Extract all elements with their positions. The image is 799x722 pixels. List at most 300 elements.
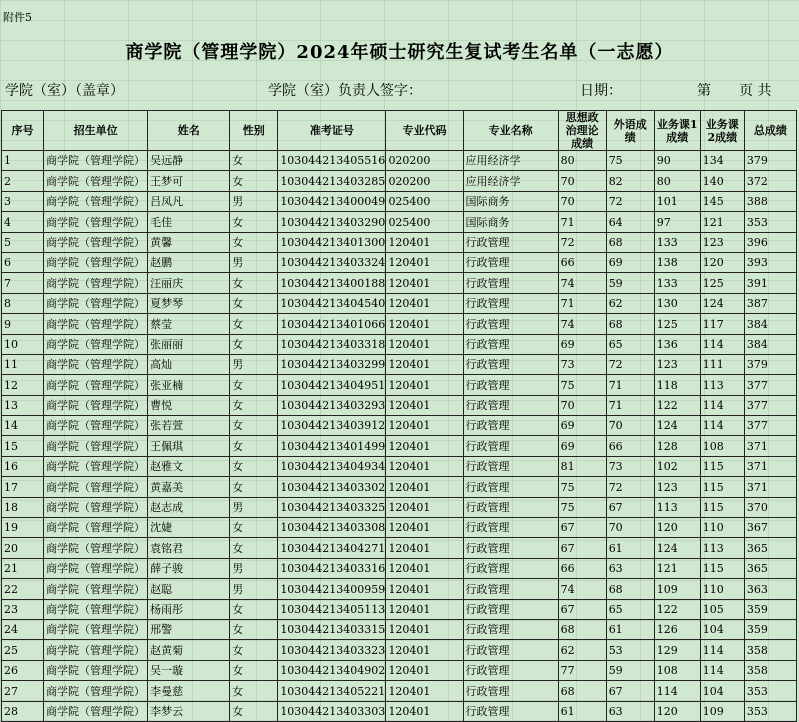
col-index-cell[interactable]: 18 xyxy=(2,497,44,517)
col-unit-cell[interactable]: 商学院（管理学院） xyxy=(44,395,148,415)
col-course2-cell[interactable]: 110 xyxy=(700,579,744,599)
col-unit-cell[interactable]: 商学院（管理学院） xyxy=(44,660,148,680)
col-total-cell[interactable]: 396 xyxy=(744,232,796,252)
col-course1-cell[interactable]: 118 xyxy=(654,375,700,395)
col-name-cell[interactable]: 杨雨彤 xyxy=(148,599,230,619)
col-major-name-cell[interactable]: 行政管理 xyxy=(463,436,558,456)
col-major-code-cell[interactable]: 120401 xyxy=(386,354,463,374)
col-course2-cell[interactable]: 109 xyxy=(700,701,744,721)
col-exam-id-cell[interactable]: 103044213404934 xyxy=(278,456,386,476)
col-major-code-cell[interactable]: 120401 xyxy=(386,660,463,680)
col-major-code-cell[interactable]: 120401 xyxy=(386,518,463,538)
col-politics-cell[interactable]: 71 xyxy=(558,212,606,232)
col-exam-id-cell[interactable]: 103044213403293 xyxy=(278,395,386,415)
col-major-code-cell[interactable]: 120401 xyxy=(386,436,463,456)
col-gender-cell[interactable]: 女 xyxy=(230,232,278,252)
col-total-cell[interactable]: 371 xyxy=(744,477,796,497)
col-exam-id-cell[interactable]: 103044213400959 xyxy=(278,579,386,599)
col-total-cell[interactable]: 377 xyxy=(744,416,796,436)
col-major-code-cell[interactable]: 120401 xyxy=(386,558,463,578)
col-course1-cell[interactable]: 130 xyxy=(654,293,700,313)
col-major-name-cell[interactable]: 行政管理 xyxy=(463,375,558,395)
col-exam-id-cell[interactable]: 103044213403325 xyxy=(278,497,386,517)
col-course1-cell[interactable]: 125 xyxy=(654,314,700,334)
col-index-cell[interactable]: 26 xyxy=(2,660,44,680)
col-name-cell[interactable]: 汪丽庆 xyxy=(148,273,230,293)
col-course2-cell[interactable]: 114 xyxy=(700,640,744,660)
col-course2-cell[interactable]: 104 xyxy=(700,681,744,701)
col-index-cell[interactable]: 2 xyxy=(2,171,44,191)
col-gender-cell[interactable]: 女 xyxy=(230,416,278,436)
col-unit-cell[interactable]: 商学院（管理学院） xyxy=(44,538,148,558)
col-exam-id-cell[interactable]: 103044213401066 xyxy=(278,314,386,334)
col-politics-cell[interactable]: 67 xyxy=(558,538,606,558)
col-course1-cell[interactable]: 113 xyxy=(654,497,700,517)
col-name-cell[interactable]: 李曼慈 xyxy=(148,681,230,701)
col-name-cell[interactable]: 吴一璇 xyxy=(148,660,230,680)
col-major-code-cell[interactable]: 120401 xyxy=(386,293,463,313)
col-foreign-lang-cell[interactable]: 72 xyxy=(606,191,654,211)
col-major-code-cell[interactable]: 120401 xyxy=(386,334,463,354)
col-major-code-cell[interactable]: 120401 xyxy=(386,477,463,497)
col-politics-cell[interactable]: 75 xyxy=(558,375,606,395)
col-course2-cell[interactable]: 134 xyxy=(700,151,744,171)
col-total-cell[interactable]: 359 xyxy=(744,619,796,639)
col-gender-cell[interactable]: 女 xyxy=(230,314,278,334)
col-name-cell[interactable]: 毛佳 xyxy=(148,212,230,232)
col-exam-id-cell[interactable]: 103044213403302 xyxy=(278,477,386,497)
col-politics-cell[interactable]: 70 xyxy=(558,171,606,191)
col-index-cell[interactable]: 27 xyxy=(2,681,44,701)
col-foreign-lang-cell[interactable]: 61 xyxy=(606,538,654,558)
col-unit-cell[interactable]: 商学院（管理学院） xyxy=(44,518,148,538)
col-course1-cell[interactable]: 120 xyxy=(654,701,700,721)
col-course1-cell[interactable]: 114 xyxy=(654,681,700,701)
col-gender-cell[interactable]: 女 xyxy=(230,681,278,701)
col-exam-id-cell[interactable]: 103044213401300 xyxy=(278,232,386,252)
col-course2-cell[interactable]: 145 xyxy=(700,191,744,211)
col-major-name-cell[interactable]: 行政管理 xyxy=(463,660,558,680)
col-unit-cell[interactable]: 商学院（管理学院） xyxy=(44,701,148,721)
col-name-cell[interactable]: 吴远静 xyxy=(148,151,230,171)
col-index-cell[interactable]: 25 xyxy=(2,640,44,660)
col-course2-cell[interactable]: 110 xyxy=(700,518,744,538)
col-exam-id-cell[interactable]: 103044213404951 xyxy=(278,375,386,395)
col-major-code-cell[interactable]: 120401 xyxy=(386,314,463,334)
col-gender-cell[interactable]: 女 xyxy=(230,518,278,538)
col-gender-cell[interactable]: 女 xyxy=(230,293,278,313)
col-foreign-lang-cell[interactable]: 63 xyxy=(606,701,654,721)
col-course1-cell[interactable]: 128 xyxy=(654,436,700,456)
col-unit-cell[interactable]: 商学院（管理学院） xyxy=(44,191,148,211)
col-major-name-cell[interactable]: 行政管理 xyxy=(463,599,558,619)
col-politics-cell[interactable]: 73 xyxy=(558,354,606,374)
col-major-code-cell[interactable]: 120401 xyxy=(386,599,463,619)
col-gender-cell[interactable]: 男 xyxy=(230,252,278,272)
col-exam-id-cell[interactable]: 103044213403290 xyxy=(278,212,386,232)
col-index-cell[interactable]: 16 xyxy=(2,456,44,476)
col-unit-cell[interactable]: 商学院（管理学院） xyxy=(44,599,148,619)
col-major-name-cell[interactable]: 应用经济学 xyxy=(463,151,558,171)
col-major-name-cell[interactable]: 行政管理 xyxy=(463,314,558,334)
col-index-cell[interactable]: 21 xyxy=(2,558,44,578)
col-index-cell[interactable]: 15 xyxy=(2,436,44,456)
col-major-code-cell[interactable]: 020200 xyxy=(386,171,463,191)
col-major-name-cell[interactable]: 行政管理 xyxy=(463,497,558,517)
col-major-name-cell[interactable]: 行政管理 xyxy=(463,640,558,660)
col-unit-cell[interactable]: 商学院（管理学院） xyxy=(44,436,148,456)
col-total-cell[interactable]: 371 xyxy=(744,456,796,476)
col-course2-cell[interactable]: 105 xyxy=(700,599,744,619)
col-name-cell[interactable]: 张丽丽 xyxy=(148,334,230,354)
col-total-cell[interactable]: 377 xyxy=(744,375,796,395)
col-unit-cell[interactable]: 商学院（管理学院） xyxy=(44,171,148,191)
col-name-cell[interactable]: 张亚楠 xyxy=(148,375,230,395)
col-foreign-lang-cell[interactable]: 71 xyxy=(606,395,654,415)
col-gender-cell[interactable]: 女 xyxy=(230,599,278,619)
col-major-name-cell[interactable]: 行政管理 xyxy=(463,456,558,476)
col-politics-cell[interactable]: 74 xyxy=(558,579,606,599)
col-gender-cell[interactable]: 女 xyxy=(230,436,278,456)
col-foreign-lang-cell[interactable]: 73 xyxy=(606,456,654,476)
col-index-cell[interactable]: 5 xyxy=(2,232,44,252)
col-total-cell[interactable]: 363 xyxy=(744,579,796,599)
col-major-code-cell[interactable]: 020200 xyxy=(386,151,463,171)
col-politics-cell[interactable]: 69 xyxy=(558,416,606,436)
col-index-cell[interactable]: 23 xyxy=(2,599,44,619)
col-course1-cell[interactable]: 120 xyxy=(654,518,700,538)
col-total-cell[interactable]: 384 xyxy=(744,314,796,334)
col-course2-cell[interactable]: 114 xyxy=(700,334,744,354)
col-total-cell[interactable]: 379 xyxy=(744,354,796,374)
col-gender-cell[interactable]: 女 xyxy=(230,619,278,639)
col-exam-id-cell[interactable]: 103044213405221 xyxy=(278,681,386,701)
col-name-cell[interactable]: 赵志成 xyxy=(148,497,230,517)
col-major-name-cell[interactable]: 行政管理 xyxy=(463,273,558,293)
col-unit-cell[interactable]: 商学院（管理学院） xyxy=(44,619,148,639)
col-total-cell[interactable]: 353 xyxy=(744,681,796,701)
col-gender-cell[interactable]: 男 xyxy=(230,191,278,211)
col-major-name-cell[interactable]: 国际商务 xyxy=(463,212,558,232)
col-index-cell[interactable]: 6 xyxy=(2,252,44,272)
col-gender-cell[interactable]: 女 xyxy=(230,375,278,395)
col-unit-cell[interactable]: 商学院（管理学院） xyxy=(44,232,148,252)
col-unit-cell[interactable]: 商学院（管理学院） xyxy=(44,477,148,497)
col-politics-cell[interactable]: 70 xyxy=(558,191,606,211)
col-gender-cell[interactable]: 女 xyxy=(230,273,278,293)
col-politics-cell[interactable]: 72 xyxy=(558,232,606,252)
col-unit-cell[interactable]: 商学院（管理学院） xyxy=(44,681,148,701)
col-foreign-lang-cell[interactable]: 68 xyxy=(606,579,654,599)
col-course2-cell[interactable]: 114 xyxy=(700,416,744,436)
col-name-cell[interactable]: 黄馨 xyxy=(148,232,230,252)
col-total-cell[interactable]: 388 xyxy=(744,191,796,211)
col-gender-cell[interactable]: 男 xyxy=(230,579,278,599)
col-index-cell[interactable]: 13 xyxy=(2,395,44,415)
col-name-cell[interactable]: 赵鹏 xyxy=(148,252,230,272)
col-course2-cell[interactable]: 123 xyxy=(700,232,744,252)
col-politics-cell[interactable]: 67 xyxy=(558,518,606,538)
col-name-cell[interactable]: 曹悦 xyxy=(148,395,230,415)
col-politics-cell[interactable]: 77 xyxy=(558,660,606,680)
col-major-code-cell[interactable]: 120401 xyxy=(386,456,463,476)
col-foreign-lang-cell[interactable]: 68 xyxy=(606,232,654,252)
col-politics-cell[interactable]: 75 xyxy=(558,497,606,517)
col-gender-cell[interactable]: 男 xyxy=(230,497,278,517)
col-total-cell[interactable]: 367 xyxy=(744,518,796,538)
col-course1-cell[interactable]: 90 xyxy=(654,151,700,171)
col-course2-cell[interactable]: 140 xyxy=(700,171,744,191)
col-name-cell[interactable]: 王梦可 xyxy=(148,171,230,191)
col-name-cell[interactable]: 李梦云 xyxy=(148,701,230,721)
col-major-name-cell[interactable]: 行政管理 xyxy=(463,619,558,639)
col-exam-id-cell[interactable]: 103044213403299 xyxy=(278,354,386,374)
col-foreign-lang-cell[interactable]: 70 xyxy=(606,416,654,436)
col-foreign-lang-cell[interactable]: 65 xyxy=(606,334,654,354)
col-exam-id-cell[interactable]: 103044213403912 xyxy=(278,416,386,436)
col-unit-cell[interactable]: 商学院（管理学院） xyxy=(44,252,148,272)
col-politics-cell[interactable]: 62 xyxy=(558,640,606,660)
col-exam-id-cell[interactable]: 103044213405113 xyxy=(278,599,386,619)
col-major-code-cell[interactable]: 120401 xyxy=(386,395,463,415)
col-exam-id-cell[interactable]: 103044213403315 xyxy=(278,619,386,639)
col-name-cell[interactable]: 黄嘉美 xyxy=(148,477,230,497)
col-course2-cell[interactable]: 113 xyxy=(700,538,744,558)
col-course2-cell[interactable]: 115 xyxy=(700,456,744,476)
col-index-cell[interactable]: 4 xyxy=(2,212,44,232)
col-course1-cell[interactable]: 136 xyxy=(654,334,700,354)
col-total-cell[interactable]: 353 xyxy=(744,701,796,721)
col-name-cell[interactable]: 赵黄菊 xyxy=(148,640,230,660)
col-name-cell[interactable]: 高灿 xyxy=(148,354,230,374)
col-course2-cell[interactable]: 114 xyxy=(700,660,744,680)
col-name-cell[interactable]: 张若萱 xyxy=(148,416,230,436)
col-gender-cell[interactable]: 女 xyxy=(230,395,278,415)
col-gender-cell[interactable]: 女 xyxy=(230,171,278,191)
col-course1-cell[interactable]: 129 xyxy=(654,640,700,660)
col-major-code-cell[interactable]: 120401 xyxy=(386,273,463,293)
col-course1-cell[interactable]: 123 xyxy=(654,477,700,497)
col-major-code-cell[interactable]: 120401 xyxy=(386,640,463,660)
col-total-cell[interactable]: 358 xyxy=(744,660,796,680)
col-major-code-cell[interactable]: 025400 xyxy=(386,191,463,211)
col-gender-cell[interactable]: 女 xyxy=(230,212,278,232)
col-course1-cell[interactable]: 102 xyxy=(654,456,700,476)
col-unit-cell[interactable]: 商学院（管理学院） xyxy=(44,273,148,293)
col-major-name-cell[interactable]: 行政管理 xyxy=(463,416,558,436)
col-foreign-lang-cell[interactable]: 61 xyxy=(606,619,654,639)
col-politics-cell[interactable]: 66 xyxy=(558,252,606,272)
col-index-cell[interactable]: 3 xyxy=(2,191,44,211)
col-major-name-cell[interactable]: 应用经济学 xyxy=(463,171,558,191)
col-major-name-cell[interactable]: 行政管理 xyxy=(463,395,558,415)
col-foreign-lang-cell[interactable]: 75 xyxy=(606,151,654,171)
col-index-cell[interactable]: 10 xyxy=(2,334,44,354)
col-course1-cell[interactable]: 133 xyxy=(654,273,700,293)
col-gender-cell[interactable]: 女 xyxy=(230,701,278,721)
col-total-cell[interactable]: 358 xyxy=(744,640,796,660)
col-gender-cell[interactable]: 男 xyxy=(230,558,278,578)
col-politics-cell[interactable]: 70 xyxy=(558,395,606,415)
col-foreign-lang-cell[interactable]: 70 xyxy=(606,518,654,538)
col-gender-cell[interactable]: 女 xyxy=(230,660,278,680)
col-gender-cell[interactable]: 女 xyxy=(230,640,278,660)
col-exam-id-cell[interactable]: 103044213403316 xyxy=(278,558,386,578)
col-foreign-lang-cell[interactable]: 53 xyxy=(606,640,654,660)
col-politics-cell[interactable]: 68 xyxy=(558,681,606,701)
col-exam-id-cell[interactable]: 103044213403323 xyxy=(278,640,386,660)
col-major-code-cell[interactable]: 120401 xyxy=(386,416,463,436)
col-gender-cell[interactable]: 女 xyxy=(230,477,278,497)
col-foreign-lang-cell[interactable]: 67 xyxy=(606,497,654,517)
col-major-name-cell[interactable]: 行政管理 xyxy=(463,232,558,252)
col-name-cell[interactable]: 蔡莹 xyxy=(148,314,230,334)
col-exam-id-cell[interactable]: 103044213405516 xyxy=(278,151,386,171)
col-course2-cell[interactable]: 104 xyxy=(700,619,744,639)
col-major-name-cell[interactable]: 行政管理 xyxy=(463,334,558,354)
col-course1-cell[interactable]: 124 xyxy=(654,538,700,558)
col-total-cell[interactable]: 365 xyxy=(744,538,796,558)
col-course2-cell[interactable]: 115 xyxy=(700,558,744,578)
col-name-cell[interactable]: 薛子骏 xyxy=(148,558,230,578)
col-foreign-lang-cell[interactable]: 63 xyxy=(606,558,654,578)
col-course1-cell[interactable]: 97 xyxy=(654,212,700,232)
col-course1-cell[interactable]: 133 xyxy=(654,232,700,252)
col-unit-cell[interactable]: 商学院（管理学院） xyxy=(44,640,148,660)
col-total-cell[interactable]: 359 xyxy=(744,599,796,619)
col-unit-cell[interactable]: 商学院（管理学院） xyxy=(44,293,148,313)
col-course2-cell[interactable]: 114 xyxy=(700,395,744,415)
col-index-cell[interactable]: 8 xyxy=(2,293,44,313)
col-index-cell[interactable]: 9 xyxy=(2,314,44,334)
col-major-code-cell[interactable]: 120401 xyxy=(386,232,463,252)
col-name-cell[interactable]: 王佩琪 xyxy=(148,436,230,456)
col-major-name-cell[interactable]: 行政管理 xyxy=(463,518,558,538)
col-major-code-cell[interactable]: 120401 xyxy=(386,538,463,558)
col-gender-cell[interactable]: 女 xyxy=(230,456,278,476)
col-name-cell[interactable]: 邢警 xyxy=(148,619,230,639)
col-exam-id-cell[interactable]: 103044213400188 xyxy=(278,273,386,293)
col-major-name-cell[interactable]: 行政管理 xyxy=(463,681,558,701)
col-unit-cell[interactable]: 商学院（管理学院） xyxy=(44,416,148,436)
col-politics-cell[interactable]: 67 xyxy=(558,599,606,619)
col-index-cell[interactable]: 17 xyxy=(2,477,44,497)
col-major-code-cell[interactable]: 120401 xyxy=(386,701,463,721)
col-foreign-lang-cell[interactable]: 67 xyxy=(606,681,654,701)
col-unit-cell[interactable]: 商学院（管理学院） xyxy=(44,558,148,578)
col-exam-id-cell[interactable]: 103044213400049 xyxy=(278,191,386,211)
col-course2-cell[interactable]: 115 xyxy=(700,477,744,497)
col-exam-id-cell[interactable]: 103044213401499 xyxy=(278,436,386,456)
col-politics-cell[interactable]: 81 xyxy=(558,456,606,476)
col-exam-id-cell[interactable]: 103044213403285 xyxy=(278,171,386,191)
col-index-cell[interactable]: 12 xyxy=(2,375,44,395)
col-politics-cell[interactable]: 66 xyxy=(558,558,606,578)
col-politics-cell[interactable]: 74 xyxy=(558,273,606,293)
col-course2-cell[interactable]: 113 xyxy=(700,375,744,395)
col-major-code-cell[interactable]: 025400 xyxy=(386,212,463,232)
col-major-code-cell[interactable]: 120401 xyxy=(386,375,463,395)
col-major-code-cell[interactable]: 120401 xyxy=(386,252,463,272)
col-major-name-cell[interactable]: 国际商务 xyxy=(463,191,558,211)
col-foreign-lang-cell[interactable]: 72 xyxy=(606,477,654,497)
col-major-code-cell[interactable]: 120401 xyxy=(386,681,463,701)
col-unit-cell[interactable]: 商学院（管理学院） xyxy=(44,314,148,334)
col-major-code-cell[interactable]: 120401 xyxy=(386,579,463,599)
col-unit-cell[interactable]: 商学院（管理学院） xyxy=(44,151,148,171)
col-politics-cell[interactable]: 61 xyxy=(558,701,606,721)
col-course1-cell[interactable]: 138 xyxy=(654,252,700,272)
col-total-cell[interactable]: 379 xyxy=(744,151,796,171)
col-politics-cell[interactable]: 74 xyxy=(558,314,606,334)
col-course1-cell[interactable]: 123 xyxy=(654,354,700,374)
col-major-name-cell[interactable]: 行政管理 xyxy=(463,579,558,599)
col-name-cell[interactable]: 沈婕 xyxy=(148,518,230,538)
col-total-cell[interactable]: 377 xyxy=(744,395,796,415)
col-major-name-cell[interactable]: 行政管理 xyxy=(463,252,558,272)
col-unit-cell[interactable]: 商学院（管理学院） xyxy=(44,212,148,232)
col-politics-cell[interactable]: 75 xyxy=(558,477,606,497)
col-index-cell[interactable]: 7 xyxy=(2,273,44,293)
col-course1-cell[interactable]: 80 xyxy=(654,171,700,191)
col-course2-cell[interactable]: 121 xyxy=(700,212,744,232)
col-name-cell[interactable]: 赵雅文 xyxy=(148,456,230,476)
col-total-cell[interactable]: 371 xyxy=(744,436,796,456)
col-course1-cell[interactable]: 109 xyxy=(654,579,700,599)
col-major-name-cell[interactable]: 行政管理 xyxy=(463,701,558,721)
col-foreign-lang-cell[interactable]: 68 xyxy=(606,314,654,334)
col-foreign-lang-cell[interactable]: 71 xyxy=(606,375,654,395)
col-gender-cell[interactable]: 女 xyxy=(230,538,278,558)
col-unit-cell[interactable]: 商学院（管理学院） xyxy=(44,497,148,517)
col-course1-cell[interactable]: 122 xyxy=(654,599,700,619)
col-major-name-cell[interactable]: 行政管理 xyxy=(463,558,558,578)
col-course1-cell[interactable]: 126 xyxy=(654,619,700,639)
col-exam-id-cell[interactable]: 103044213403303 xyxy=(278,701,386,721)
col-foreign-lang-cell[interactable]: 62 xyxy=(606,293,654,313)
col-politics-cell[interactable]: 80 xyxy=(558,151,606,171)
col-name-cell[interactable]: 袁铭君 xyxy=(148,538,230,558)
col-index-cell[interactable]: 11 xyxy=(2,354,44,374)
col-total-cell[interactable]: 393 xyxy=(744,252,796,272)
col-politics-cell[interactable]: 69 xyxy=(558,436,606,456)
col-foreign-lang-cell[interactable]: 82 xyxy=(606,171,654,191)
col-gender-cell[interactable]: 男 xyxy=(230,354,278,374)
col-index-cell[interactable]: 28 xyxy=(2,701,44,721)
col-total-cell[interactable]: 391 xyxy=(744,273,796,293)
col-course2-cell[interactable]: 125 xyxy=(700,273,744,293)
col-foreign-lang-cell[interactable]: 66 xyxy=(606,436,654,456)
col-major-code-cell[interactable]: 120401 xyxy=(386,497,463,517)
col-major-code-cell[interactable]: 120401 xyxy=(386,619,463,639)
col-total-cell[interactable]: 384 xyxy=(744,334,796,354)
col-course2-cell[interactable]: 117 xyxy=(700,314,744,334)
col-index-cell[interactable]: 1 xyxy=(2,151,44,171)
col-total-cell[interactable]: 387 xyxy=(744,293,796,313)
col-name-cell[interactable]: 夏梦琴 xyxy=(148,293,230,313)
col-foreign-lang-cell[interactable]: 64 xyxy=(606,212,654,232)
col-unit-cell[interactable]: 商学院（管理学院） xyxy=(44,375,148,395)
col-course2-cell[interactable]: 111 xyxy=(700,354,744,374)
col-foreign-lang-cell[interactable]: 65 xyxy=(606,599,654,619)
col-total-cell[interactable]: 353 xyxy=(744,212,796,232)
col-exam-id-cell[interactable]: 103044213403308 xyxy=(278,518,386,538)
col-course2-cell[interactable]: 115 xyxy=(700,497,744,517)
col-unit-cell[interactable]: 商学院（管理学院） xyxy=(44,354,148,374)
col-major-name-cell[interactable]: 行政管理 xyxy=(463,293,558,313)
col-course2-cell[interactable]: 124 xyxy=(700,293,744,313)
col-unit-cell[interactable]: 商学院（管理学院） xyxy=(44,579,148,599)
